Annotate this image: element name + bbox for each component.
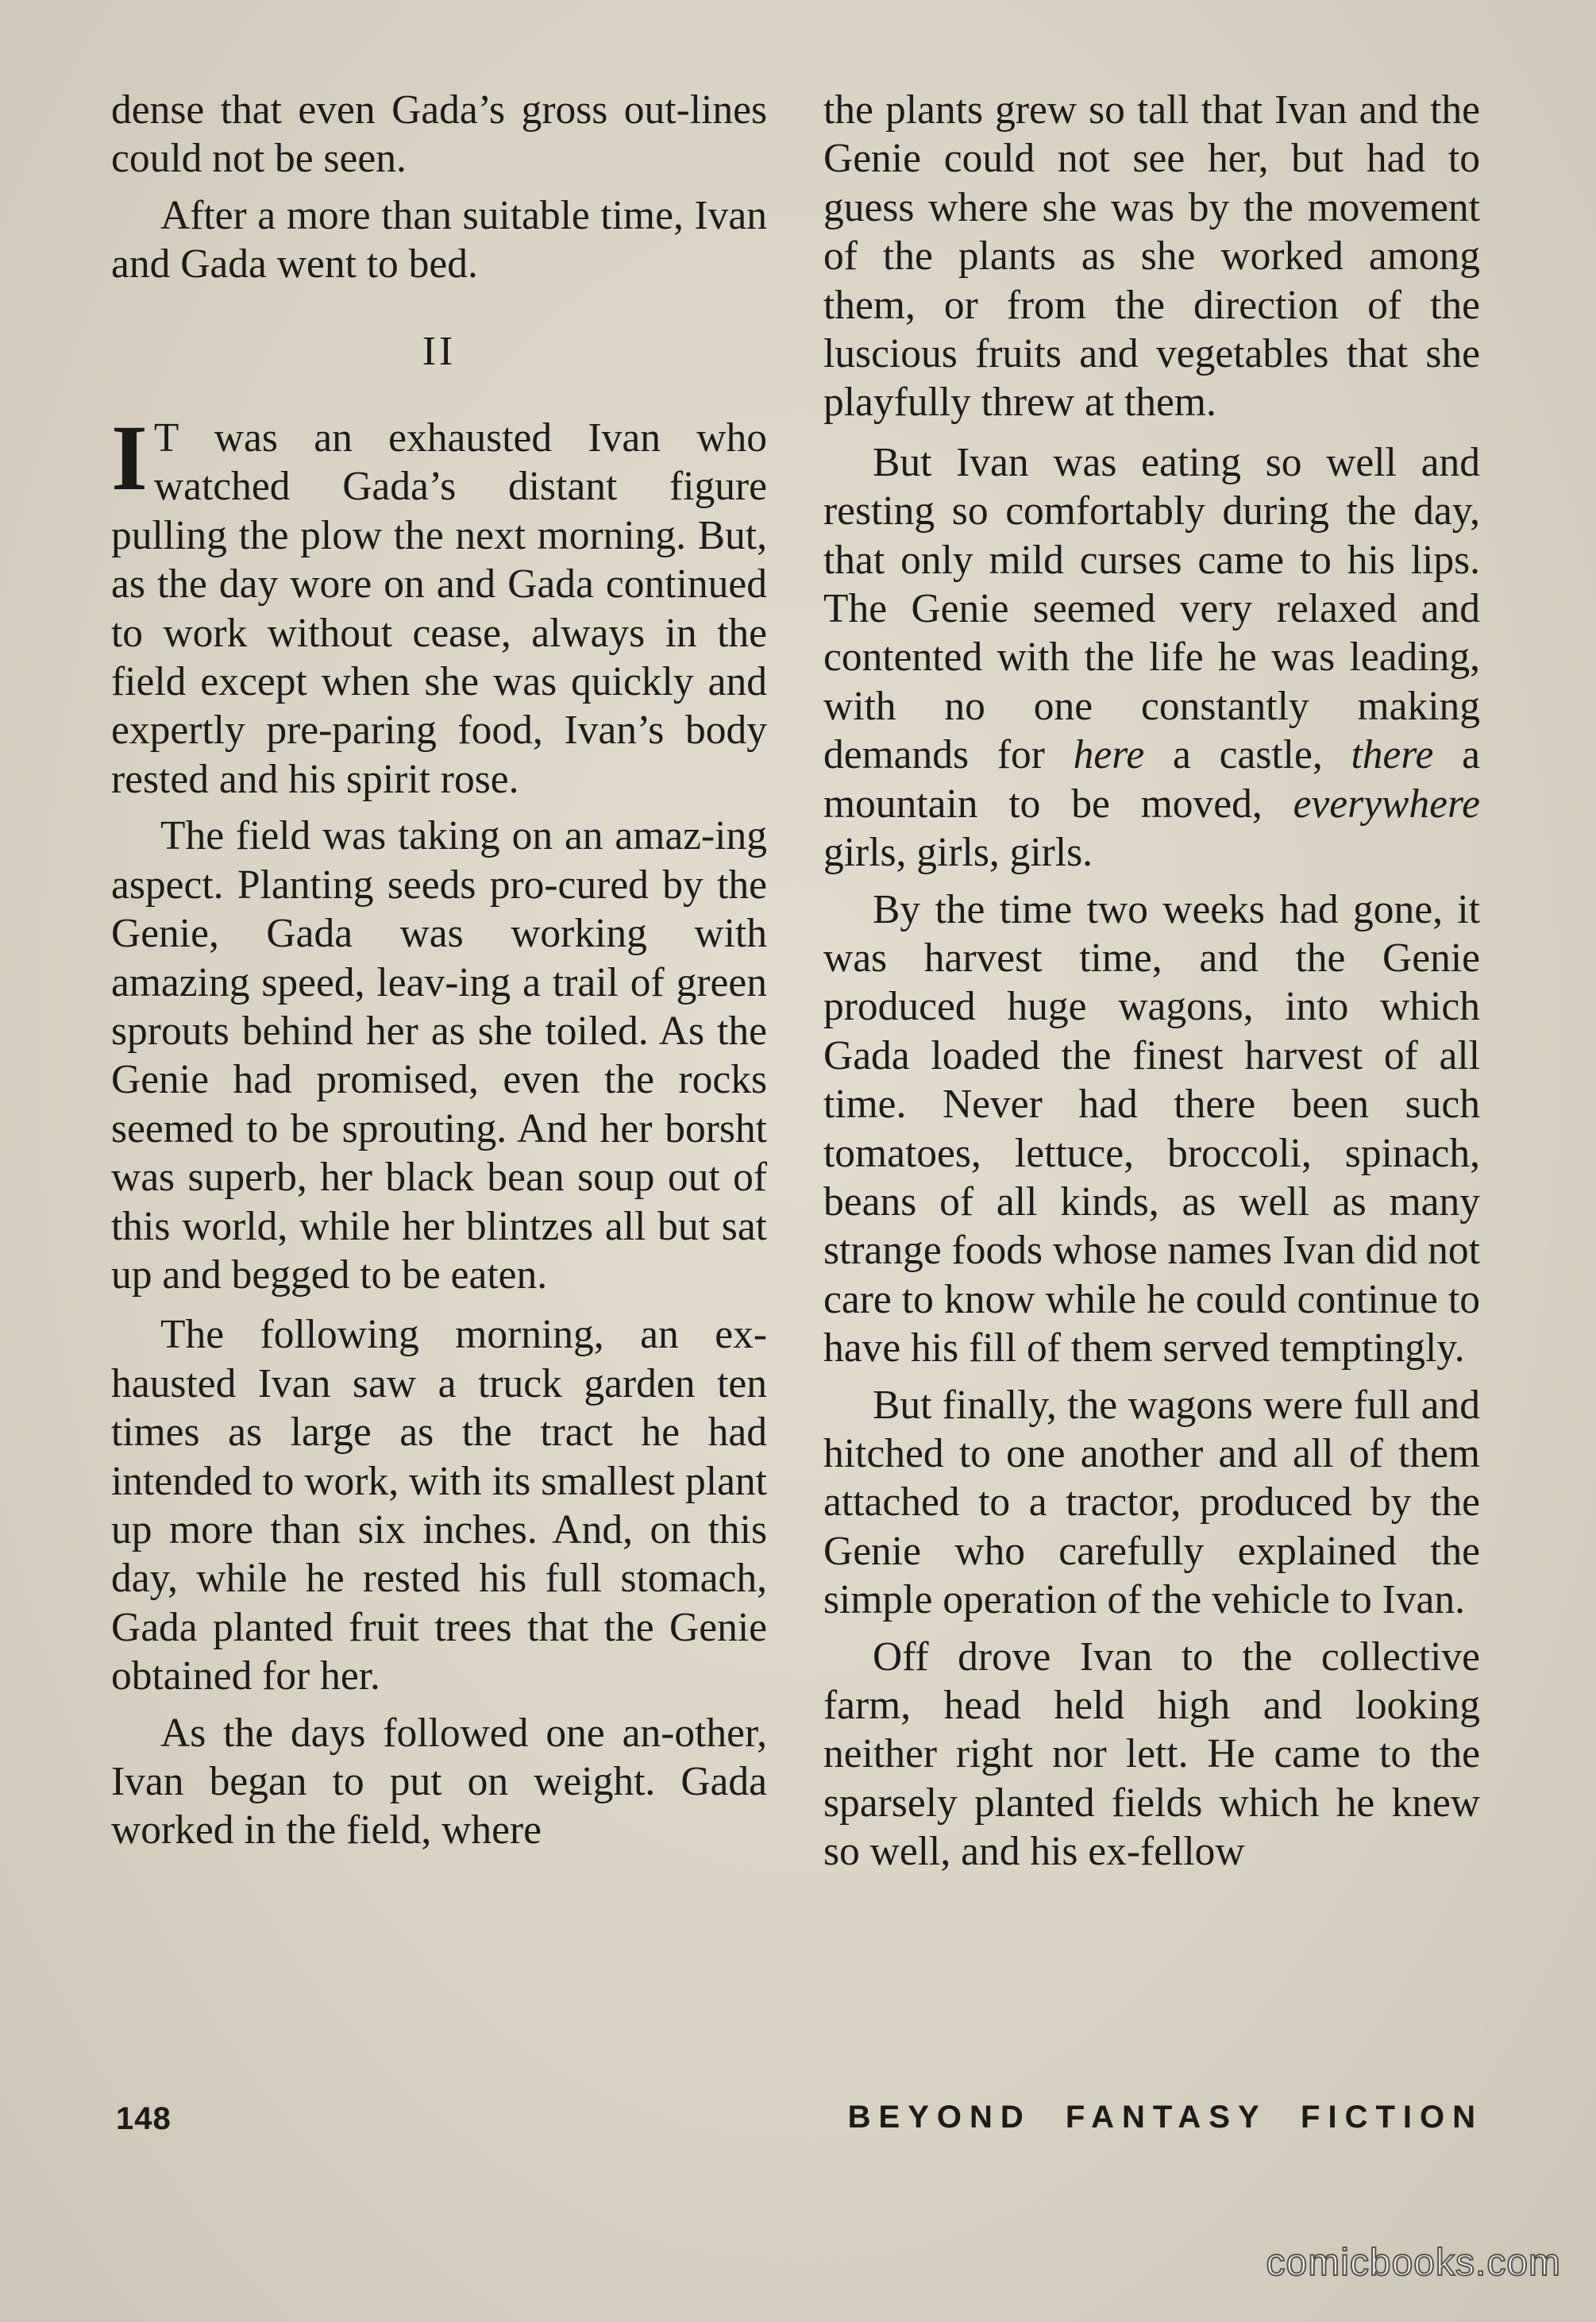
italic-word: here (1073, 732, 1145, 778)
section-number: II (422, 328, 457, 374)
italic-word: there (1351, 732, 1434, 778)
paragraph: The field was taking on an amaz-ing aspect. Planting seeds pro-cured by the Genie, Gada was working with amazing speed, leav-ing a trail of green sprouts behind her as she toiled. As the Genie had promised, even the rocks seemed to be sprouting. And her borsht was superb, her black bean soup out of this world, while her blintzes all but sat up and begged to be eaten. (111, 813, 767, 1298)
page-footer (111, 2096, 1483, 2152)
paragraph: dense that even Gada’s gross out-lines could not be seen. (111, 87, 767, 182)
magazine-name: BEYOND FANTASY FICTION (847, 2100, 1483, 2135)
left-column (111, 86, 767, 1855)
drop-cap: I (111, 406, 148, 511)
paragraph: the plants grew so tall that Ivan and the Genie could not see her, but had to guess where she was by the movement of the plants as she worked among them, or from the direction of the luscious fruits and vegetables that she playfully threw at them. (823, 87, 1480, 426)
paragraph-text: girls, girls, girls. (823, 830, 1093, 876)
paragraph: By the time two weeks had gone, it was harvest time, and the Genie produced huge wagons, into which Gada loaded the finest harvest of all time. Never had there been such tomatoes, lettuce, broccoli, spinach, beans of all kinds, as well as many strange foods whose names Ivan did not care to know while he could continue to have his fill of them served temptingly. (823, 886, 1480, 1371)
paragraph-text: T was an exhausted Ivan who watched Gada’s distant figure pulling the plow the next morning. But, as the day wore on and Gada continued to work without cease, always in the field except when she was quickly and expertly pre-paring food, Ivan’s body rested and his spirit rose. (111, 415, 767, 802)
paragraph-text: a mountain to be moved, (823, 732, 1481, 827)
page-number: 148 (116, 2101, 172, 2136)
site-watermark: comicbooks.com (1266, 2242, 1561, 2284)
paragraph-text: But Ivan was eating so well and resting so comfortably during the day, that only mild curses came to his lips. The Genie seemed very relaxed and contented with the life he was leading, with no one constantly making demands for (823, 439, 1480, 778)
right-column (823, 86, 1480, 1876)
paragraph: The following morning, an ex-hausted Ivan saw a truck garden ten times as large as the tract he had intended to work, with its smallest plant up more than six inches. And, on this day, while he rested his full stomach, Gada planted fruit trees that the Genie obtained for her. (111, 1312, 767, 1699)
chapter-opening-paragraph (111, 406, 767, 804)
paragraph: Off drove Ivan to the collective farm, head held high and looking neither right nor lett. He came to the sparsely planted fields which he knew so well, and his ex-fellow (823, 1634, 1480, 1875)
paragraph-text: a castle, (1144, 732, 1351, 778)
paragraph: After a more than suitable time, Ivan and Gada went to bed. (111, 192, 767, 287)
paragraph: But finally, the wagons were full and hitched to one another and all of them attached to a tractor, produced by the Genie who carefully explained the simple operation of the vehicle to Ivan. (823, 1382, 1480, 1623)
italic-word: everywhere (1293, 781, 1480, 827)
paragraph: As the days followed one an-other, Ivan began to put on weight. Gada worked in the field, where (111, 1710, 767, 1853)
paragraph (823, 438, 1480, 878)
